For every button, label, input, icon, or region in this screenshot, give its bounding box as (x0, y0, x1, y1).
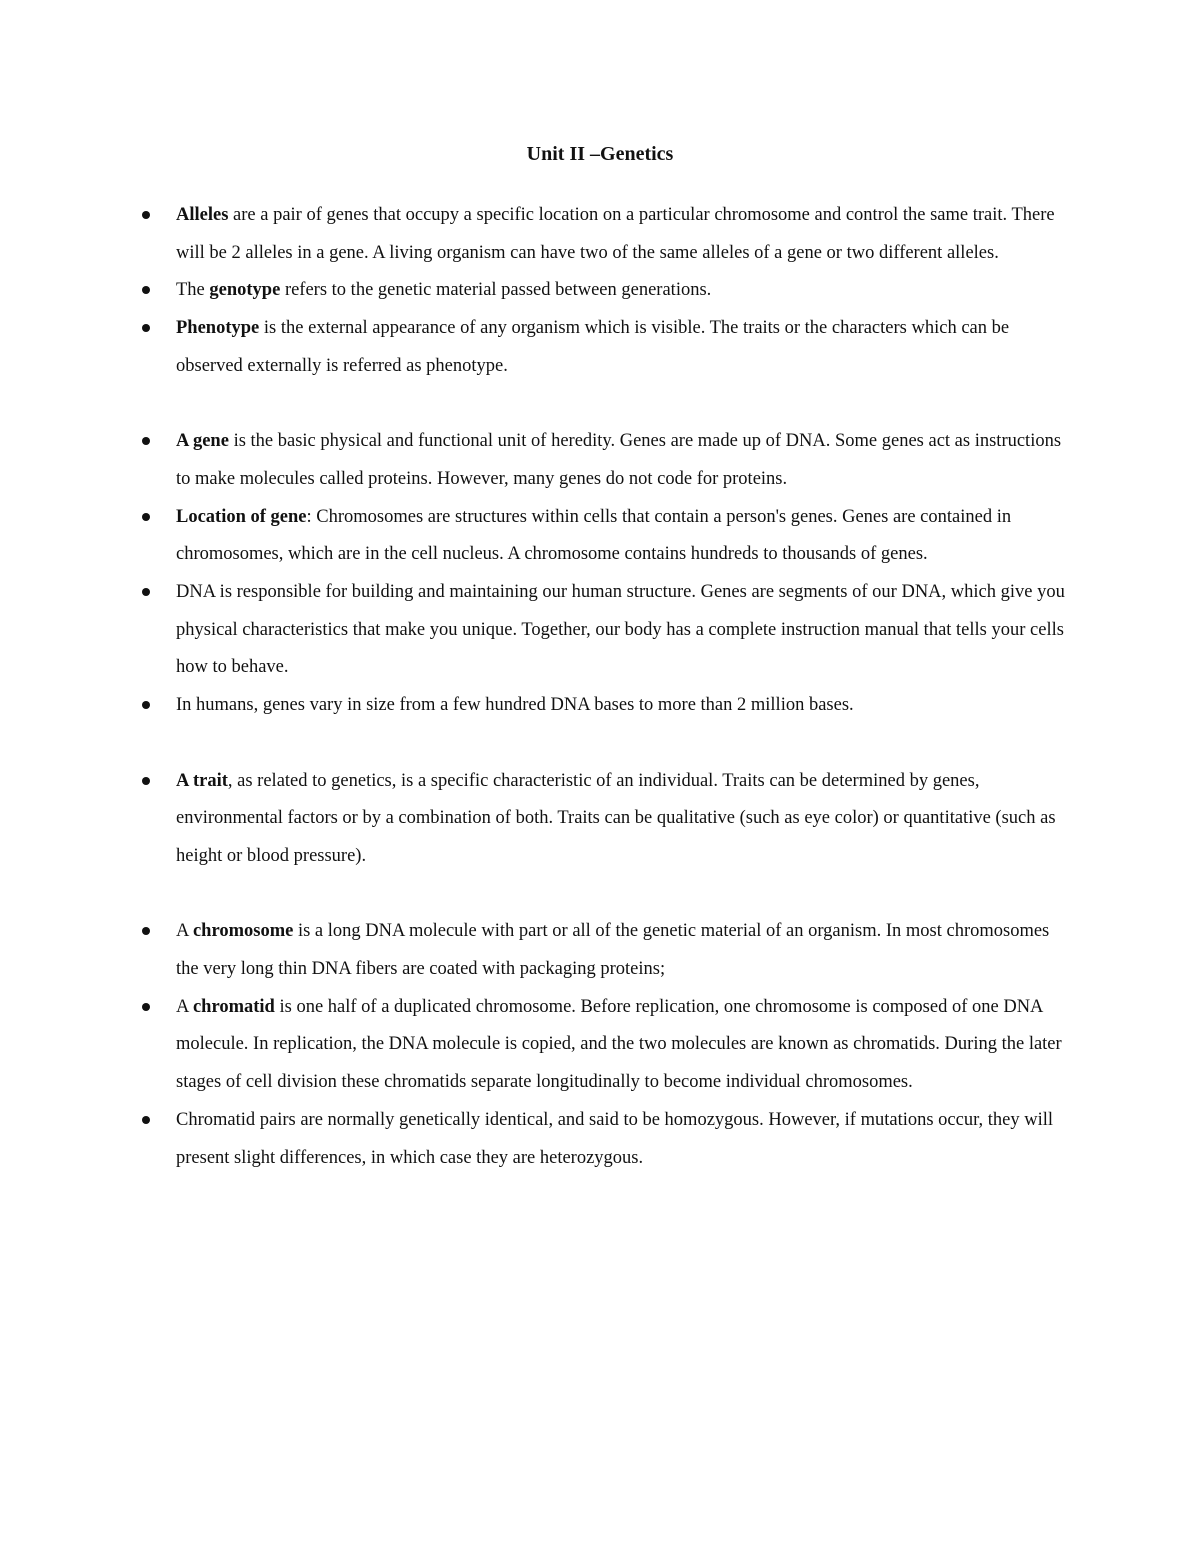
item-text: Chromatid pairs are normally genetically identical, and said to be homozygous. However, if mutations occur, they will present slight differences, in which case they are heterozygous. (176, 1109, 1054, 1168)
item-text: DNA is responsible for building and maintaining our human structure. Genes are segments of our DNA, which give you physical characteristics that make you unique. Together, our body has a complete instruction manual that tells your cells how to behave. (176, 582, 1065, 678)
item-term: A gene (176, 431, 229, 452)
bullet-icon (142, 437, 150, 445)
item-text: are a pair of genes that occupy a specific location on a particular chromosome and control the same trait. There will be 2 alleles in a gene. A living organism can have two of the same alleles of a gene or two different alleles. (176, 205, 1055, 263)
list-item (140, 687, 1065, 725)
item-term: A trait (176, 770, 228, 791)
item-text: refers to the genetic material passed between generations. (280, 280, 712, 301)
bullet-icon (142, 513, 150, 521)
item-text: : Chromosomes are structures within cells that contain a person's genes. Genes are contained in chromosomes, which are in the cell nucleus. A chromosome contains hundreds to thousands of genes. (176, 506, 1012, 565)
item-text: is the external appearance of any organism which is visible. The traits or the characters which can be observed externally is referred as phenotype. (176, 318, 1010, 376)
list-item (140, 1102, 1065, 1177)
item-term: chromosome (192, 921, 294, 942)
bullet-icon (142, 211, 150, 219)
list-item (140, 574, 1065, 687)
document-title: Unit II –Genetics (526, 143, 674, 165)
list-item (140, 499, 1065, 574)
list-item (140, 913, 1065, 988)
list-item (140, 423, 1065, 498)
bullet-icon (142, 286, 150, 294)
item-lead-text: The (176, 280, 210, 301)
list-item (140, 989, 1065, 1102)
bullet-icon (142, 588, 150, 596)
definition-list (140, 197, 1065, 1177)
item-text: , as related to genetics, is a specific characteristic of an individual. Traits can be determined by genes, environmental factors or by a combination of both. Traits can be qualitative (such as eye color) or quantitative (such as height or blood pressure). (176, 770, 1056, 866)
list-item (140, 197, 1065, 272)
list-item (140, 272, 1065, 310)
bullet-icon (142, 1116, 150, 1124)
bullet-icon (142, 777, 150, 785)
item-text: is a long DNA molecule with part or all of the genetic material of an organism. In most chromosomes the very long thin DNA fibers are coated with packaging proteins; (176, 921, 1050, 980)
bullet-icon (142, 324, 150, 332)
item-lead-text: A (176, 996, 193, 1017)
item-text: is one half of a duplicated chromosome. Before replication, one chromosome is composed of one DNA molecule. In replication, the DNA molecule is copied, and the two molecules are known as chromatids. During the later stages of cell division these chromatids separate longitudinally to become individual chromosomes. (176, 996, 1062, 1093)
bullet-icon (142, 1003, 150, 1011)
bullet-icon (142, 927, 150, 935)
item-term: Phenotype (176, 318, 260, 339)
item-text: is the basic physical and functional unit of heredity. Genes are made up of DNA. Some genes act as instructions to make molecules called proteins. However, many genes do not code for proteins. (176, 431, 1062, 489)
item-lead-text: A (176, 921, 193, 942)
list-item (140, 310, 1065, 385)
item-term: genotype (209, 280, 281, 301)
item-text: In humans, genes vary in size from a few hundred DNA bases to more than 2 million bases. (176, 695, 854, 716)
list-item (140, 763, 1065, 876)
item-term: Alleles (176, 205, 229, 225)
item-term: Location of gene (176, 506, 307, 527)
bullet-icon (142, 701, 150, 709)
item-term: chromatid (192, 996, 275, 1017)
